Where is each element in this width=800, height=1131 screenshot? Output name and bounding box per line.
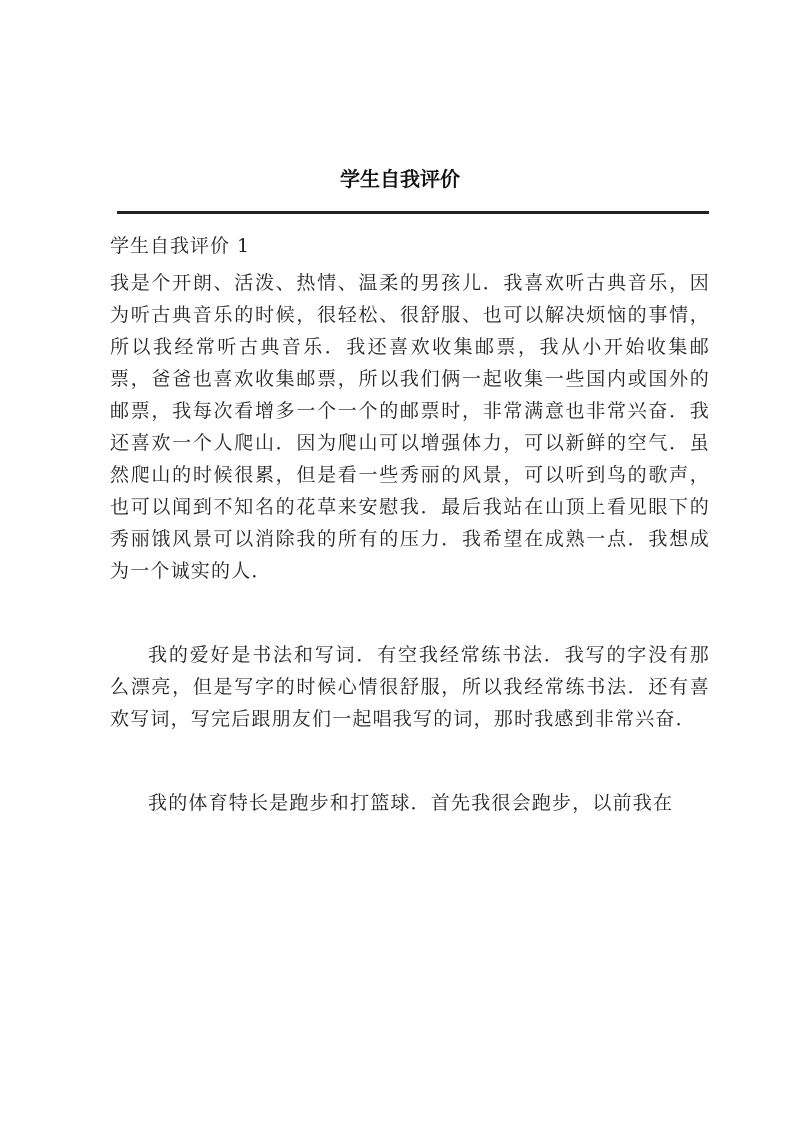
paragraph: 我的体育特长是跑步和打篮球．首先我很会跑步，以前我在	[148, 792, 674, 814]
document-title: 学生自我评价	[340, 167, 460, 191]
section-subtitle: 学生自我评价 1	[110, 235, 251, 257]
paragraph: 我的爱好是书法和写词．有空我经常练书法．我写的字没有那么漂亮，但是写字的时候心情很舒服，所以我经常练书法．还有喜欢写词，写完后跟朋友们一起唱我写的词，那时我感到非常兴奋．	[110, 644, 710, 730]
title-divider	[117, 211, 709, 214]
document-body	[110, 231, 710, 819]
paragraph: 我是个开朗、活泼、热情、温柔的男孩儿．我喜欢听古典音乐，因为听古典音乐的时候，很轻松、很舒服、也可以解决烦恼的事情，所以我经常听古典音乐．我还喜欢收集邮票，我从小开始收集邮票，爸爸也喜欢收集邮票，所以我们俩一起收集一些国内或国外的邮票，我每次看增多一个一个的邮票时，非常满意也非常兴奋．我还喜欢一个人爬山．因为爬山可以增强体力，可以新鲜的空气．虽然爬山的时候很累，但是看一些秀丽的风景，可以听到鸟的歌声，也可以闻到不知名的花草来安慰我．最后我站在山顶上看见眼下的秀丽饿风景可以消除我的所有的压力．我希望在成熟一点．我想成为一个诚实的人．	[110, 272, 710, 582]
